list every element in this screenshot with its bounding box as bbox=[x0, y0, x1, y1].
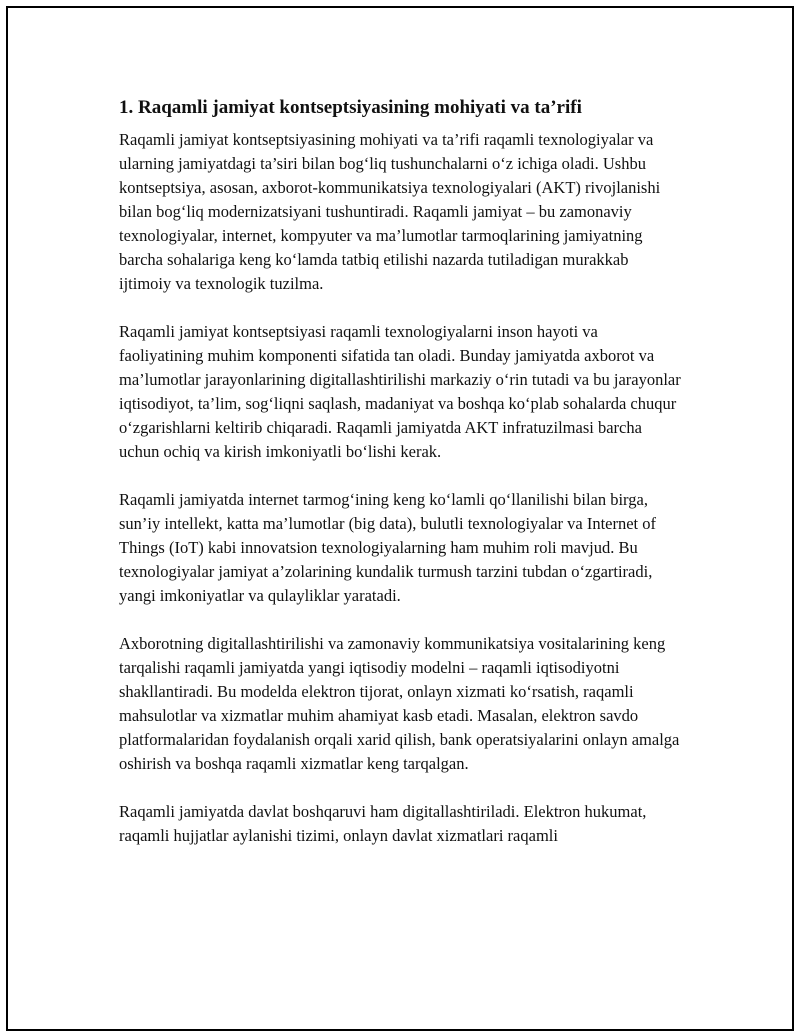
paragraph: Axborotning digitallashtirilishi va zamonaviy kommunikatsiya vositalarining keng tarqalishi raqamli jamiyatda yangi iqtisodiy modelni – raqamli iqtisodiyotni shakllantiradi. Bu modelda elektron tijorat, onlayn xizmati ko‘rsatish, raqamli mahsulotlar va xizmatlar muhim ahamiyat kasb etadi. Masalan, elektron savdo platformalaridan foydalanish orqali xarid qilish, bank operatsiyalarini onlayn amalga oshirish va boshqa raqamli xizmatlar keng tarqalgan. bbox=[119, 634, 680, 773]
paragraph: Raqamli jamiyat kontseptsiyasining mohiyati va ta’rifi raqamli texnologiyalar va ularning jamiyatdagi ta’siri bilan bog‘liq tushunchalarni o‘z ichiga oladi. Ushbu kontseptsiya, asosan, axborot-kommunikatsiya texnologiyalari (AKT) rivojlanishi bilan bog‘liq modernizatsiyani tushuntiradi. Raqamli jamiyat – bu zamonaviy texnologiyalar, internet, kompyuter va ma’lumotlar tarmoqlarining jamiyatning barcha sohalariga keng ko‘lamda tatbiq etilishi nazarda tutiladigan murakkab ijtimoiy va texnologik tuzilma. bbox=[119, 130, 661, 293]
paragraph: Raqamli jamiyat kontseptsiyasi raqamli texnologiyalarni inson hayoti va faoliyatining muhim komponenti sifatida tan oladi. Bunday jamiyatda axborot va ma’lumotlar jarayonlarining digitallashtirilishi markaziy o‘rin tutadi va bu jarayonlar iqtisodiyot, ta’lim, sog‘liqni saqlash, madaniyat va boshqa ko‘plab sohalarda chuqur o‘zgarishlarni keltirib chiqaradi. Raqamli jamiyatda AKT infratuzilmasi barcha uchun ochiq va kirish imkoniyatli bo‘lishi kerak. bbox=[119, 322, 681, 461]
section-heading: 1. Raqamli jamiyat kontseptsiyasining mohiyati va ta’rifi bbox=[119, 97, 582, 118]
paragraph: Raqamli jamiyatda internet tarmog‘ining keng ko‘lamli qo‘llanilishi bilan birga, sun’iy intellekt, katta ma’lumotlar (big data), bulutli texnologiyalar va Internet of Things (IoT) kabi innovatsion texnologiyalarning ham muhim roli mavjud. Bu texnologiyalar jamiyat a’zolarining kundalik turmush tarzini tubdan o‘zgartiradi, yangi imkoniyatlar va qulayliklar yaratadi. bbox=[119, 490, 657, 605]
document-body bbox=[119, 94, 684, 872]
paragraph: Raqamli jamiyatda davlat boshqaruvi ham digitallashtiriladi. Elektron hukumat, raqamli hujjatlar aylanishi tizimi, onlayn davlat xizmatlari raqamli bbox=[119, 802, 647, 845]
